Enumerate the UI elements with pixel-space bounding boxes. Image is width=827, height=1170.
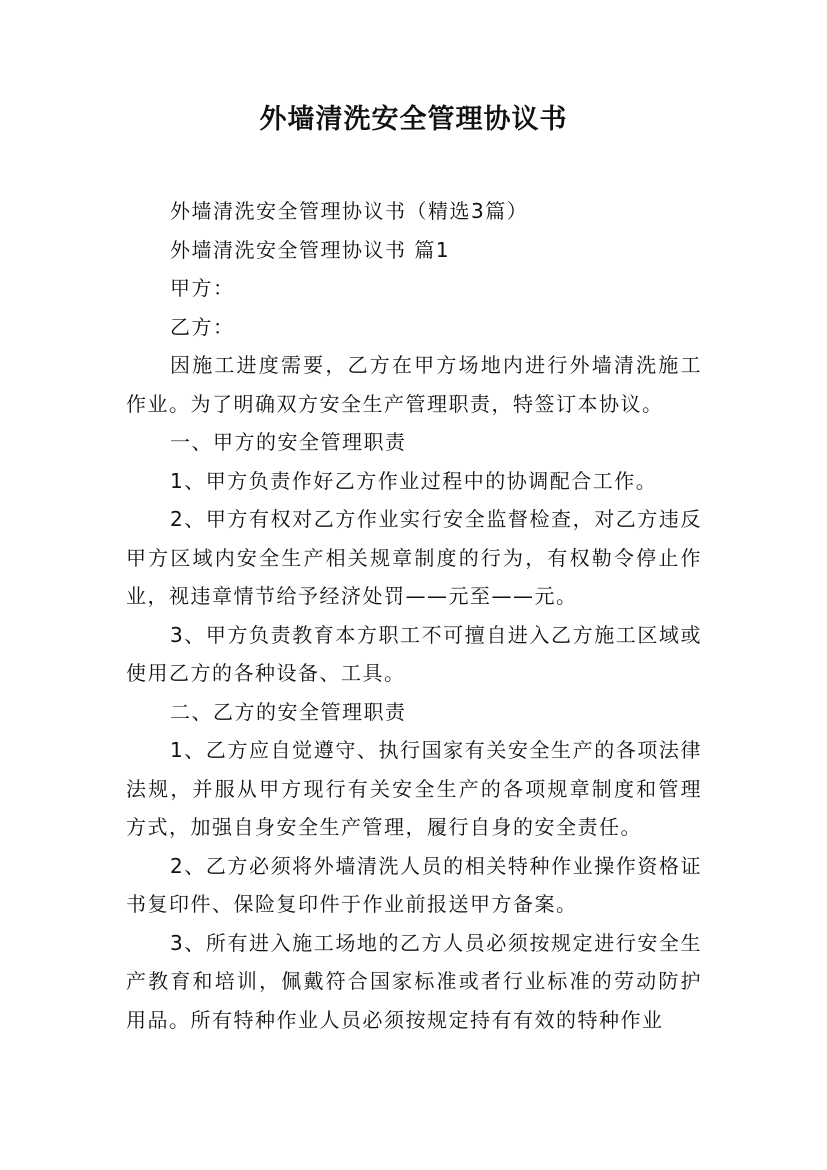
paragraph-heading-party-a-duties: 一、甲方的安全管理职责 (170, 430, 407, 454)
paragraph-party-b: 乙方： (170, 314, 235, 339)
paragraph-subtitle: 外墙清洗安全管理协议书（精选3篇） (170, 199, 529, 223)
paragraph-party-a-item-3: 3、甲方负责教育本方职工不可擅自进入乙方施工区域或使用乙方的各种设备、工具。 (126, 622, 702, 685)
document-title: 外墙清洗安全管理协议书 (259, 104, 568, 135)
paragraph-party-b-item-3: 3、所有进入施工场地的乙方人员必须按规定进行安全生产教育和培训，佩戴符合国家标准或者行业标准的劳动防护用品。所有特种作业人员必须按规定持有有效的特种作业 (126, 930, 702, 1032)
document-body (126, 192, 702, 1039)
paragraph-section-heading: 外墙清洗安全管理协议书 篇1 (170, 237, 451, 262)
paragraph-heading-party-b-duties: 二、乙方的安全管理职责 (170, 699, 407, 724)
paragraph-party-b-item-2: 2、乙方必须将外墙清洗人员的相关特种作业操作资格证书复印件、保险复印件于作业前报送甲方备案。 (126, 853, 702, 916)
paragraph-intro: 因施工进度需要，乙方在甲方场地内进行外墙清洗施工作业。为了明确双方安全生产管理职责，特签订本协议。 (126, 353, 702, 416)
paragraph-party-b-item-1: 1、乙方应自觉遵守、执行国家有关安全生产的各项法律法规，并服从甲方现行有关安全生产的各项规章制度和管理方式，加强自身安全生产管理，履行自身的安全责任。 (126, 738, 702, 839)
paragraph-party-a-item-2: 2、甲方有权对乙方作业实行安全监督检查，对乙方违反甲方区域内安全生产相关规章制度的行为，有权勒令停止作业，视违章情节给予经济处罚——元至——元。 (126, 507, 702, 608)
paragraph-party-a: 甲方： (170, 276, 235, 300)
paragraph-party-a-item-1: 1、甲方负责作好乙方作业过程中的协调配合工作。 (170, 468, 658, 493)
